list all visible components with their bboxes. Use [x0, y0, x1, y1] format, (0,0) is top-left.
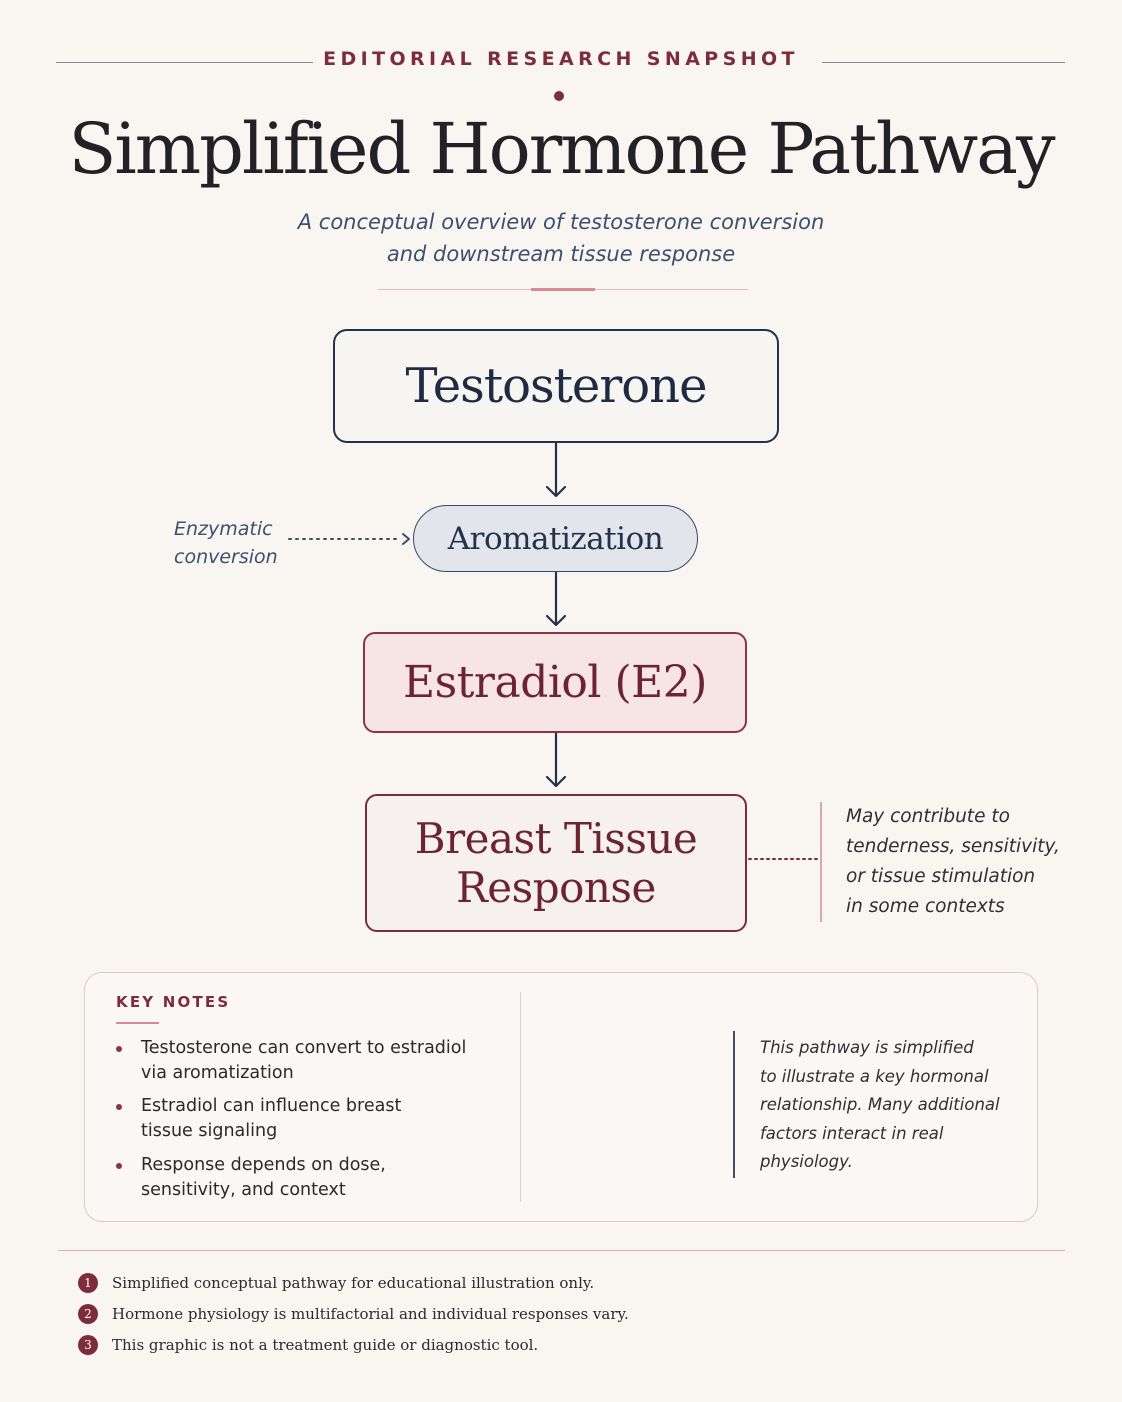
node-estradiol	[363, 632, 747, 733]
dotted-arrow-enzymatic	[289, 534, 409, 544]
quote-line-3: relationship. Many additional	[760, 1095, 1000, 1114]
footnote-number: 1	[78, 1273, 98, 1293]
key-notes-title: KEY NOTES	[116, 993, 231, 1011]
subtitle-line-2: and downstream tissue response	[386, 242, 736, 266]
footnote-number: 2	[78, 1304, 98, 1324]
node-aromatization-label: Aromatization	[447, 520, 664, 557]
bullet-dot	[116, 1163, 122, 1169]
key-note-2-line-2: tissue signaling	[141, 1121, 278, 1141]
node-breast-label-line-2: Response	[456, 863, 656, 912]
kicker: EDITORIAL RESEARCH SNAPSHOT	[323, 48, 799, 70]
bullet-dot	[116, 1046, 122, 1052]
node-testosterone	[333, 329, 779, 443]
arrow-estradiol-to-breast-response	[547, 733, 565, 786]
key-note-1-line-2: via aromatization	[141, 1063, 294, 1083]
enzymatic-label-line-1: Enzymatic	[174, 518, 273, 540]
quote-bar	[733, 1031, 735, 1178]
key-note-3-line-1: Response depends on dose,	[141, 1155, 386, 1175]
footnote	[78, 1335, 538, 1355]
footnote	[78, 1273, 594, 1293]
bullet-dot	[116, 1104, 122, 1110]
key-note-1-line-1: Testosterone can convert to estradiol	[141, 1038, 467, 1058]
side-note-line-2: tenderness, sensitivity,	[846, 836, 1060, 857]
card-divider	[520, 992, 521, 1202]
side-note-line-3: or tissue stimulation	[846, 866, 1036, 887]
key-notes-title-rule	[116, 1022, 159, 1024]
footer-rule	[58, 1250, 1065, 1251]
quote-text	[760, 1034, 1022, 1177]
enzymatic-conversion-label	[174, 515, 278, 571]
side-note	[846, 802, 1086, 922]
footnote-text: Hormone physiology is multifactorial and individual responses vary.	[112, 1305, 629, 1323]
footnote	[78, 1304, 629, 1324]
footnote-text: This graphic is not a treatment guide or diagnostic tool.	[112, 1336, 539, 1354]
side-note-line-1: May contribute to	[846, 806, 1010, 827]
quote-line-2: to illustrate a key hormonal	[760, 1066, 989, 1086]
side-note-line-4: in some contexts	[846, 896, 1005, 917]
page-title: Simplified Hormone Pathway	[68, 108, 1054, 190]
enzymatic-label-line-2: conversion	[174, 546, 278, 568]
footnote-text: Simplified conceptual pathway for educational illustration only.	[112, 1274, 595, 1292]
node-estradiol-label: Estradiol (E2)	[403, 657, 707, 708]
quote-line-5: physiology.	[760, 1152, 853, 1171]
key-note-3-line-2: sensitivity, and context	[141, 1180, 346, 1200]
key-note-item	[116, 1153, 506, 1203]
key-note-item	[116, 1036, 506, 1086]
subtitle-line-1: A conceptual overview of testosterone conversion	[297, 210, 825, 234]
arrow-aromatization-to-estradiol	[547, 572, 565, 625]
node-aromatization	[413, 505, 698, 572]
node-testosterone-label: Testosterone	[405, 358, 707, 414]
footnote-number: 3	[78, 1335, 98, 1355]
node-breast-tissue-response	[365, 794, 747, 932]
quote-line-1: This pathway is simplified	[760, 1038, 974, 1057]
key-note-2-line-1: Estradiol can influence breast	[141, 1096, 402, 1116]
node-breast-label-line-1: Breast Tissue	[414, 814, 698, 863]
arrow-testosterone-to-aromatization	[547, 443, 565, 496]
quote-line-4: factors interact in real	[760, 1123, 944, 1143]
key-note-item	[116, 1094, 506, 1144]
